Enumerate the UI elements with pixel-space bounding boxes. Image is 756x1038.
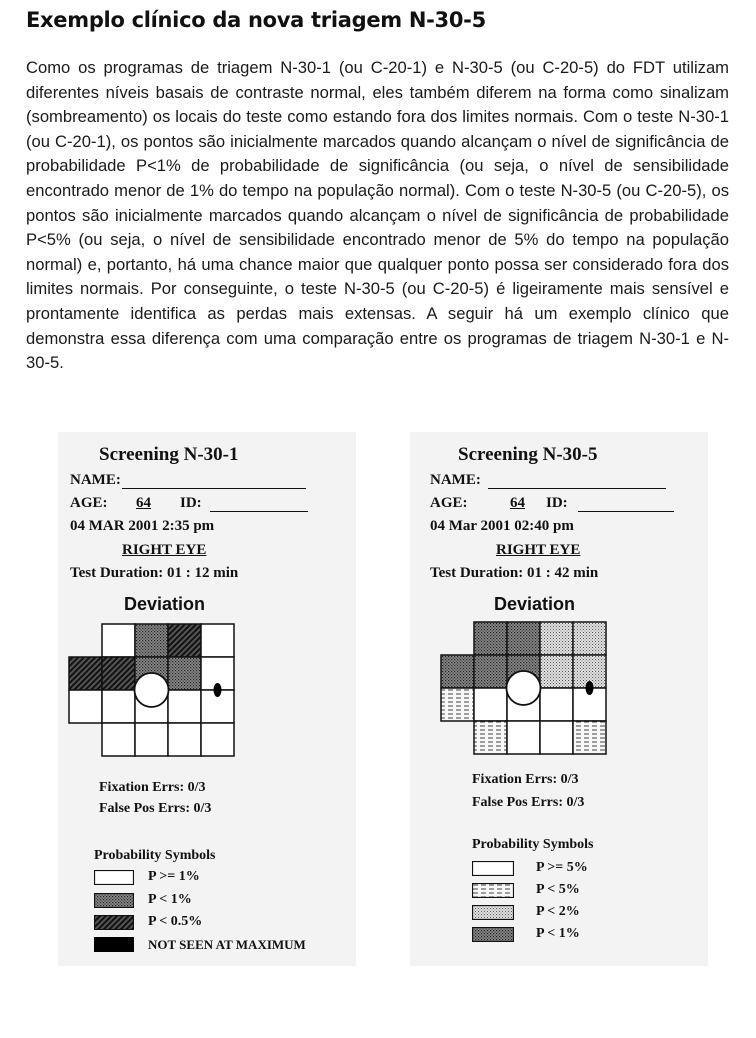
grid-cell: [168, 657, 201, 690]
legend-label: P < 1%: [148, 892, 192, 907]
legend-swatch-stipple-dark: [472, 927, 514, 942]
grid-cell: [69, 690, 102, 723]
deviation-label: Deviation: [124, 594, 206, 614]
datetime: 04 MAR 2001 2:35 pm: [70, 518, 215, 534]
age-value: 64: [136, 495, 151, 511]
test-duration: Test Duration: 01 : 42 min: [430, 565, 599, 581]
grid-cell: [201, 723, 234, 756]
legend-swatch-white: [472, 861, 514, 876]
id-line: [210, 511, 308, 512]
grid-cell: [474, 721, 507, 754]
grid-cell: [168, 723, 201, 756]
grid-cell: [540, 622, 573, 655]
legend-swatch-hatch-dark: [94, 915, 134, 930]
blind-spot: [214, 683, 222, 697]
name-line: [488, 488, 666, 489]
grid-cell: [168, 624, 201, 657]
name-label: NAME:: [430, 472, 481, 488]
id-line: [578, 511, 674, 512]
grid-cell: [474, 688, 507, 721]
grid-cell: [507, 622, 540, 655]
legend-swatch-dash: [472, 883, 514, 898]
name-line: [122, 488, 306, 489]
legend-label: P < 0.5%: [148, 914, 203, 929]
eye-label: RIGHT EYE: [496, 542, 581, 558]
grid-cell: [540, 688, 573, 721]
id-label: ID:: [180, 495, 202, 511]
blind-spot: [586, 681, 594, 695]
legend-label: P < 5%: [536, 882, 580, 897]
grid-cell: [474, 655, 507, 688]
grid-cell: [102, 690, 135, 723]
legend-label: P >= 1%: [148, 869, 200, 884]
false-pos-errors: False Pos Errs: 0/3: [99, 801, 212, 816]
report-title: Screening N-30-5: [458, 444, 598, 465]
grid-cell: [168, 690, 201, 723]
screening-report-n30-5: [410, 432, 708, 966]
grid-cell: [135, 624, 168, 657]
grid-cell: [102, 624, 135, 657]
legend-label: NOT SEEN AT MAXIMUM: [148, 937, 306, 952]
false-pos-errors: False Pos Errs: 0/3: [472, 795, 585, 810]
id-label: ID:: [546, 495, 568, 511]
age-label: AGE:: [70, 495, 108, 511]
grid-cell: [573, 721, 606, 754]
legend-swatch-stipple-light: [472, 905, 514, 920]
grid-cell: [540, 655, 573, 688]
grid-cell: [102, 723, 135, 756]
datetime: 04 Mar 2001 02:40 pm: [430, 518, 574, 534]
document-title: Exemplo clínico da nova triagem N-30-5: [26, 8, 486, 32]
fixation-errors: Fixation Errs: 0/3: [99, 780, 206, 795]
document-paragraph: Como os programas de triagem N-30-1 (ou C-20-1) e N-30-5 (ou C-20-5) do FDT utilizam diferentes níveis basais de contraste normal, eles também diferem na forma como sinalizam (sombreamento) os locais do teste como estando fora dos limites normais. Com o teste N-30-1 (ou C-20-1), os pontos são inicialmente marcados quando alcançam o nível de significância de probabilidade P<1% de probabilidade de significância (ou seja, o nível de sensibilidade encontrado menor de 1% do tempo na população normal). Com o teste N-30-5 (ou C-20-5), os pontos são inicialmente marcados quando alcançam o nível de significância de probabilidade P<5% (ou seja, o nível de sensibilidade encontrado menor de 5% do tempo na população normal) e, portanto, há uma chance maior que qualquer ponto possa ser considerado fora dos limites normais. Por conseguinte, o teste N-30-5 (ou C-20-5) é ligeiramente mais sensível e prontamente identifica as perdas mais extensas. A seguir há um exemplo clínico que demonstra essa diferença com uma comparação entre os programas de triagem N-30-1 e N-30-5.: [26, 58, 729, 373]
legend-swatch-stipple-dark: [94, 893, 134, 908]
grid-cell: [540, 721, 573, 754]
deviation-grid: [439, 620, 619, 760]
test-duration: Test Duration: 01 : 12 min: [70, 565, 239, 581]
name-label: NAME:: [70, 472, 121, 488]
legend-label: P < 2%: [536, 904, 580, 919]
grid-cell: [441, 655, 474, 688]
grid-cell: [201, 624, 234, 657]
report-title: Screening N-30-1: [99, 444, 239, 465]
legend-swatch-white: [94, 870, 134, 885]
age-label: AGE:: [430, 495, 468, 511]
deviation-grid: [67, 622, 247, 762]
age-value: 64: [510, 495, 525, 511]
legend-label: P < 1%: [536, 926, 580, 941]
legend-label: P >= 5%: [536, 860, 588, 875]
grid-cell: [102, 657, 135, 690]
grid-cell: [441, 688, 474, 721]
probability-symbols-title: Probability Symbols: [472, 837, 594, 852]
legend-swatch-black: [94, 937, 134, 952]
probability-symbols-title: Probability Symbols: [94, 848, 216, 863]
eye-label: RIGHT EYE: [122, 542, 207, 558]
fixation-target: [135, 673, 169, 707]
deviation-label: Deviation: [494, 594, 576, 614]
fixation-errors: Fixation Errs: 0/3: [472, 772, 579, 787]
fixation-target: [507, 671, 541, 705]
grid-cell: [573, 622, 606, 655]
screening-report-n30-1: [58, 432, 356, 966]
grid-cell: [507, 721, 540, 754]
grid-cell: [69, 657, 102, 690]
grid-cell: [135, 723, 168, 756]
grid-cell: [474, 622, 507, 655]
